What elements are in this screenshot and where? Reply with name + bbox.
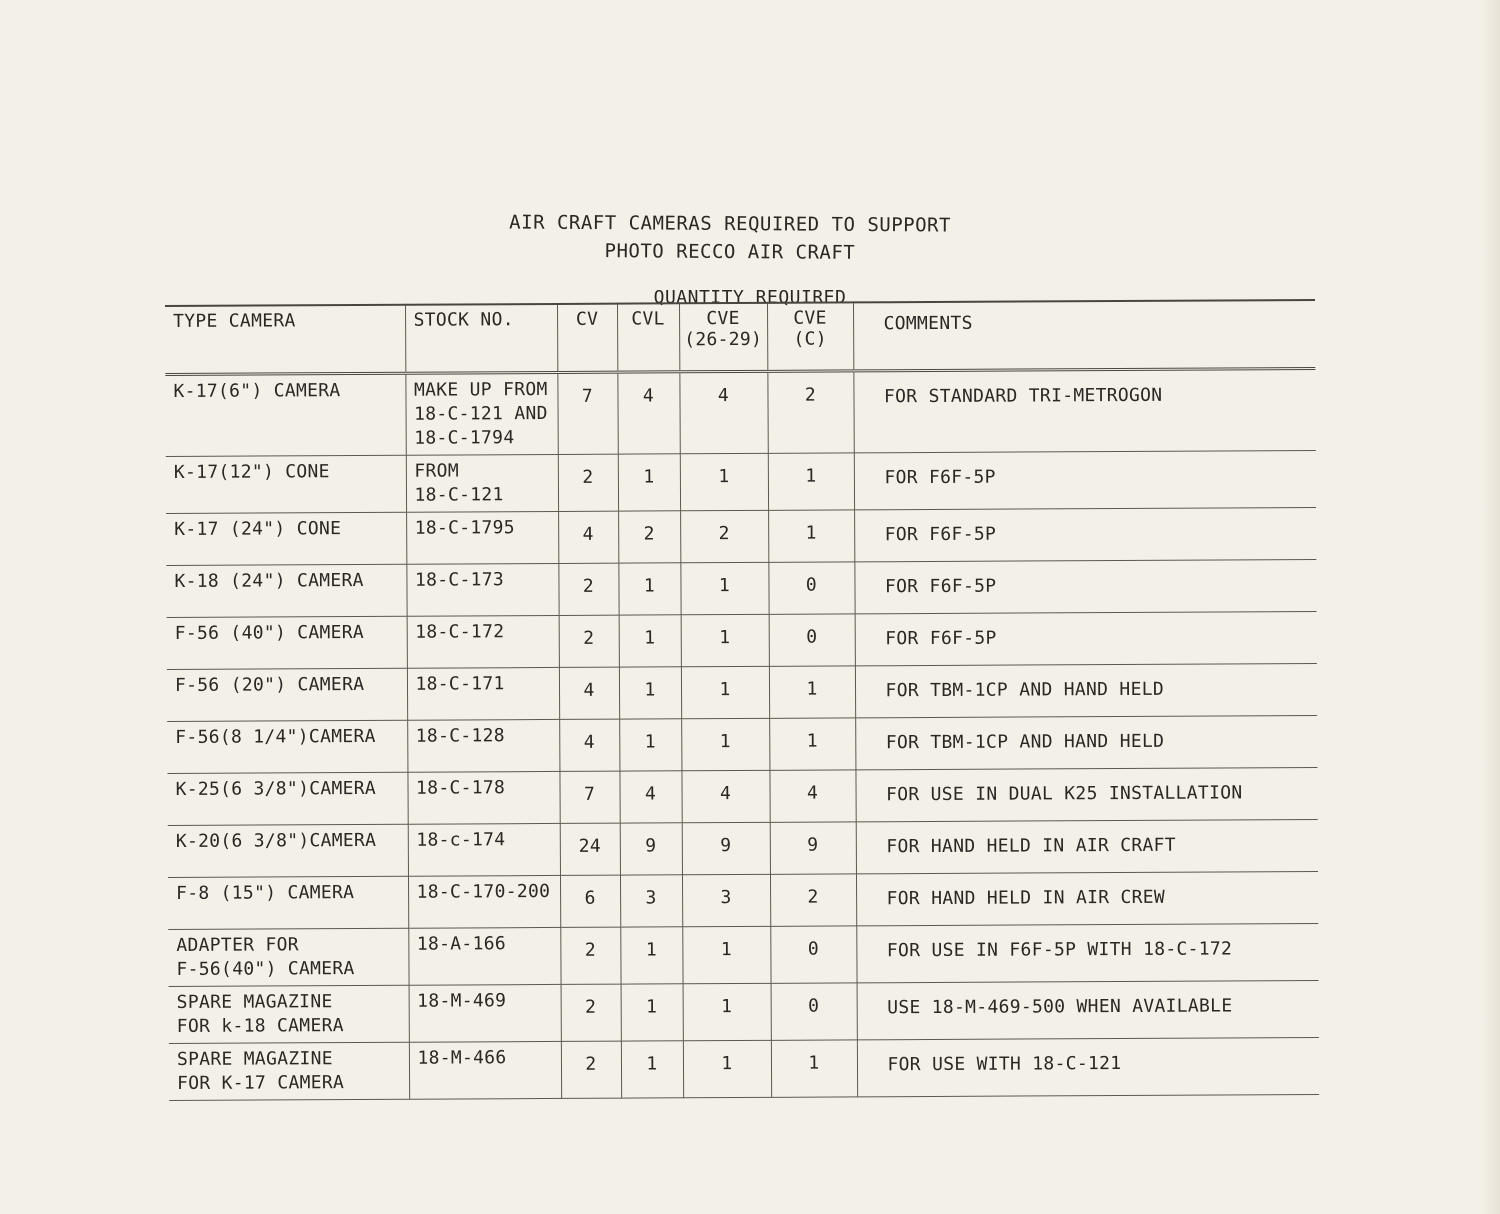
table-row xyxy=(165,368,1315,456)
comments-cell: FOR USE WITH 18-C-121 xyxy=(857,1037,1319,1096)
type-camera-cell-line: K-17(12") CONE xyxy=(173,461,330,483)
stock-no-cell-line: 18-M-469 xyxy=(417,990,507,1012)
cv-cell: 2 xyxy=(560,927,620,984)
stock-no-cell-line: 18-C-170-200 xyxy=(416,880,551,903)
stock-no-cell xyxy=(407,615,559,668)
stock-no-cell-line: 18-C-1794 xyxy=(414,427,515,449)
table-row xyxy=(166,507,1316,565)
table-row xyxy=(167,611,1317,669)
header-stock-no: STOCK NO. xyxy=(405,304,557,373)
stock-no-cell xyxy=(409,1041,561,1099)
type-camera-cell xyxy=(166,564,406,617)
type-camera-cell-line: FOR k-18 CAMERA xyxy=(176,1015,344,1037)
cve-c-cell: 0 xyxy=(771,983,857,1040)
table-row xyxy=(166,450,1316,513)
cvl-cell: 1 xyxy=(618,563,680,615)
type-camera-cell-line: SPARE MAGAZINE xyxy=(176,991,333,1013)
cv-cell: 2 xyxy=(561,1041,621,1098)
stock-no-cell xyxy=(408,823,560,876)
type-camera-cell xyxy=(165,373,405,456)
table-row xyxy=(167,663,1317,721)
comments-cell: FOR USE IN F6F-5P WITH 18-C-172 xyxy=(856,923,1318,982)
stock-no-cell-line: 18-C-173 xyxy=(414,569,505,591)
cvl-cell: 1 xyxy=(619,615,681,667)
header-cvl: CVL xyxy=(617,303,679,372)
comments-cell: FOR HAND HELD IN AIR CRAFT xyxy=(856,819,1318,873)
type-camera-cell-line: F-56(40") CAMERA xyxy=(176,958,355,980)
stock-no-cell xyxy=(406,563,558,616)
header-cv: CV xyxy=(557,304,617,373)
cvl-cell: 9 xyxy=(620,823,682,875)
table-row xyxy=(167,767,1317,825)
cv-cell: 6 xyxy=(560,875,620,927)
cve-26-29-cell: 1 xyxy=(681,614,769,666)
stock-no-cell xyxy=(408,875,560,928)
stock-no-cell xyxy=(409,984,561,1042)
comments-cell: FOR TBM-1CP AND HAND HELD xyxy=(855,715,1317,769)
type-camera-cell-line: ADAPTER FOR xyxy=(176,934,299,956)
stock-no-cell xyxy=(408,927,560,985)
stock-no-cell xyxy=(407,667,559,720)
cv-cell: 7 xyxy=(557,372,617,454)
stock-no-cell-line: 18-c-174 xyxy=(416,829,506,851)
cve-26-29-cell: 4 xyxy=(679,371,767,453)
stock-no-cell-line: 18-C-121 AND xyxy=(414,402,548,425)
cvl-cell: 1 xyxy=(619,667,681,719)
stock-no-cell xyxy=(406,511,558,564)
cvl-cell: 4 xyxy=(619,771,681,823)
type-camera-cell xyxy=(167,772,407,825)
stock-no-cell-line: 18-C-128 xyxy=(415,725,505,747)
type-camera-cell xyxy=(167,720,407,773)
type-camera-cell xyxy=(168,928,408,986)
type-camera-cell-line: K-25(6 3/8")CAMERA xyxy=(175,777,377,800)
type-camera-cell xyxy=(167,668,407,721)
cvl-cell: 1 xyxy=(618,454,680,511)
type-camera-cell-line: K-17(6") CAMERA xyxy=(173,380,341,402)
cv-cell: 2 xyxy=(558,563,618,615)
cv-cell: 24 xyxy=(560,823,620,875)
type-camera-cell-line: FOR K-17 CAMERA xyxy=(177,1072,345,1094)
comments-cell: FOR USE IN DUAL K25 INSTALLATION xyxy=(855,767,1317,821)
stock-no-cell-line: 18-M-466 xyxy=(417,1047,507,1069)
cve-c-cell: 1 xyxy=(769,666,855,718)
cvl-cell: 1 xyxy=(621,984,683,1041)
table-row xyxy=(168,923,1318,986)
table-row xyxy=(169,980,1319,1043)
comments-cell: FOR F6F-5P xyxy=(854,507,1316,561)
header-cve-26-29-line-2: (26-29) xyxy=(684,328,763,351)
cv-cell: 4 xyxy=(559,667,619,719)
type-camera-cell-line: F-56 (40") CAMERA xyxy=(174,621,365,644)
cve-26-29-cell: 3 xyxy=(682,874,770,926)
table-row xyxy=(168,871,1318,929)
camera-table-container xyxy=(165,299,1319,1094)
cve-c-cell: 2 xyxy=(767,371,853,453)
cve-c-cell: 0 xyxy=(768,562,854,614)
stock-no-cell-line: 18-C-1795 xyxy=(414,517,515,539)
type-camera-cell xyxy=(168,876,408,929)
stock-no-cell-line: 18-C-178 xyxy=(415,777,506,799)
cv-cell: 4 xyxy=(559,719,619,771)
header-cve-26-29 xyxy=(679,303,767,372)
comments-cell: FOR TBM-1CP AND HAND HELD xyxy=(855,663,1317,717)
cve-c-cell: 1 xyxy=(771,1040,857,1097)
header-cve-26-29-line-1: CVE xyxy=(706,307,740,330)
comments-cell: FOR F6F-5P xyxy=(855,611,1317,665)
header-cve-c xyxy=(767,302,853,371)
table-row xyxy=(169,1037,1319,1100)
cve-c-cell: 2 xyxy=(770,874,856,926)
cve-26-29-cell: 1 xyxy=(680,453,768,510)
comments-cell: USE 18-M-469-500 WHEN AVAILABLE xyxy=(857,980,1319,1039)
stock-no-cell xyxy=(407,771,559,824)
cve-26-29-cell: 4 xyxy=(681,770,769,822)
comments-cell: FOR F6F-5P xyxy=(854,559,1316,613)
stock-no-cell-line: MAKE UP FROM xyxy=(413,378,548,401)
title-line-2: PHOTO RECCO AIR CRAFT xyxy=(604,240,856,264)
cve-26-29-cell: 1 xyxy=(682,926,770,983)
stock-no-cell xyxy=(407,719,559,772)
cvl-cell: 1 xyxy=(620,927,682,984)
cve-c-cell: 0 xyxy=(770,926,856,983)
table-row xyxy=(168,819,1318,877)
camera-requirements-table xyxy=(165,299,1319,1101)
cvl-cell: 4 xyxy=(617,372,679,454)
stock-no-cell xyxy=(405,372,557,455)
type-camera-cell-line: K-20(6 3/8")CAMERA xyxy=(175,829,377,852)
header-type-camera: TYPE CAMERA xyxy=(165,305,405,375)
type-camera-cell-line: SPARE MAGAZINE xyxy=(176,1048,333,1070)
cvl-cell: 3 xyxy=(620,875,682,927)
cve-c-cell: 1 xyxy=(769,718,855,770)
stock-no-cell-line: 18-C-172 xyxy=(415,621,505,643)
cve-26-29-cell: 1 xyxy=(683,1040,771,1097)
quantity-required-label: QUANTITY REQUIRED xyxy=(653,287,847,308)
cvl-cell: 1 xyxy=(619,719,681,771)
type-camera-cell xyxy=(168,824,408,877)
cv-cell: 2 xyxy=(558,454,618,511)
table-row xyxy=(167,715,1317,773)
type-camera-cell xyxy=(167,616,407,669)
header-cve-c-line-1: CVE xyxy=(793,307,827,329)
type-camera-cell-line: F-56 (20") CAMERA xyxy=(174,673,365,696)
table-header-row xyxy=(165,300,1315,375)
type-camera-cell xyxy=(166,455,406,513)
cvl-cell: 1 xyxy=(621,1041,683,1098)
table-row xyxy=(166,559,1316,617)
type-camera-cell xyxy=(166,512,406,565)
document-title xyxy=(380,208,1080,269)
stock-no-cell xyxy=(406,454,558,512)
header-cve-c-line-2: (C) xyxy=(793,328,827,350)
stock-no-cell-line: 18-C-121 xyxy=(414,484,504,506)
cve-26-29-cell: 1 xyxy=(680,562,768,614)
cv-cell: 2 xyxy=(561,984,621,1041)
cv-cell: 4 xyxy=(558,511,618,563)
cve-c-cell: 1 xyxy=(768,453,854,510)
cve-c-cell: 0 xyxy=(769,614,855,666)
cve-26-29-cell: 1 xyxy=(681,666,769,718)
type-camera-cell xyxy=(169,1042,409,1100)
header-comments: COMMENTS xyxy=(853,300,1315,371)
cve-26-29-cell: 2 xyxy=(680,510,768,562)
title-line-1: AIR CRAFT CAMERAS REQUIRED TO SUPPORT xyxy=(509,211,952,237)
comments-cell: FOR STANDARD TRI-METROGON xyxy=(853,368,1315,452)
cv-cell: 2 xyxy=(559,615,619,667)
stock-no-cell-line: 18-C-171 xyxy=(415,673,505,695)
comments-cell: FOR HAND HELD IN AIR CREW xyxy=(856,871,1318,925)
cvl-cell: 2 xyxy=(618,511,680,563)
cve-c-cell: 9 xyxy=(770,822,856,874)
type-camera-cell xyxy=(169,985,409,1043)
stock-no-cell-line: FROM xyxy=(414,460,459,482)
cve-26-29-cell: 1 xyxy=(683,983,771,1040)
cve-26-29-cell: 9 xyxy=(682,822,770,874)
type-camera-cell-line: K-18 (24") CAMERA xyxy=(174,569,364,592)
table-body xyxy=(165,368,1319,1100)
type-camera-cell-line: F-8 (15") CAMERA xyxy=(176,882,355,904)
cv-cell: 7 xyxy=(559,771,619,823)
type-camera-cell-line: K-17 (24") CONE xyxy=(174,518,342,540)
stock-no-cell-line: 18-A-166 xyxy=(416,933,507,955)
comments-cell: FOR F6F-5P xyxy=(854,450,1316,509)
cve-c-cell: 1 xyxy=(768,510,854,562)
page-edge xyxy=(1482,0,1500,1214)
cve-c-cell: 4 xyxy=(769,770,855,822)
type-camera-cell-line: F-56(8 1/4")CAMERA xyxy=(175,725,376,748)
cve-26-29-cell: 1 xyxy=(681,718,769,770)
